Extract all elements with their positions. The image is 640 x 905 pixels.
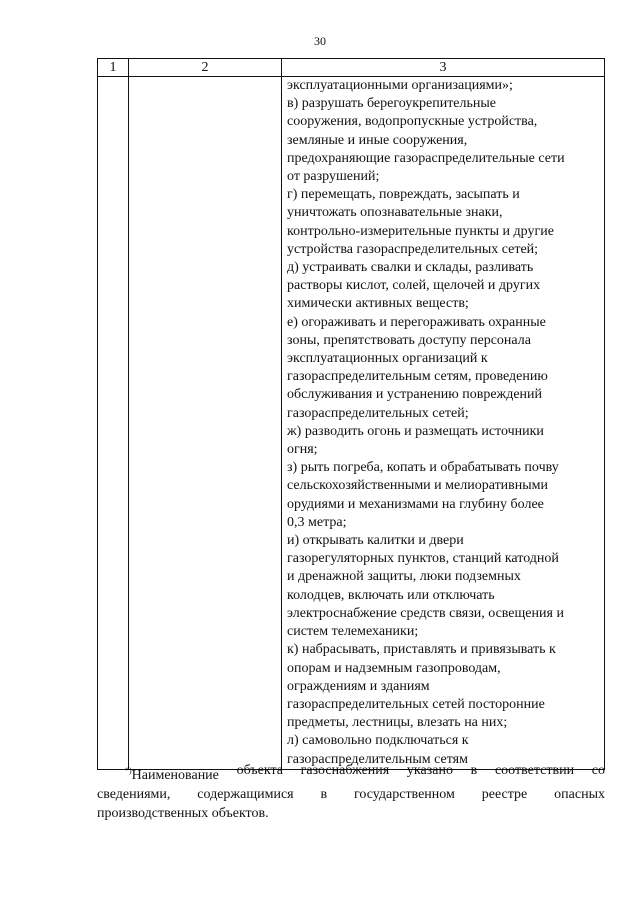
list-item: газораспределительных сетей посторонние bbox=[287, 696, 545, 712]
list-item: газорегуляторных пунктов, станций катодной bbox=[287, 551, 559, 567]
footnote-line-1 bbox=[97, 761, 605, 785]
list-item: химически активных веществ; bbox=[287, 296, 469, 312]
list-item: сооружения, водопропускные устройства, bbox=[287, 114, 538, 130]
list-item: ж) разводить огонь и размещать источники bbox=[287, 423, 544, 439]
footnote-line-2 bbox=[97, 785, 605, 804]
footnote-word: опасных bbox=[554, 787, 605, 802]
list-item: д) устраивать свалки и склады, разливать bbox=[287, 260, 534, 276]
column-header-2: 2 bbox=[129, 59, 282, 77]
list-item: газораспределительных сетей; bbox=[287, 405, 469, 421]
list-item: от разрушений; bbox=[287, 169, 380, 185]
list-item: электроснабжение средств связи, освещения и bbox=[287, 605, 564, 621]
footnote-word: в bbox=[320, 787, 328, 802]
list-item: растворы кислот, солей, щелочей и других bbox=[287, 278, 541, 294]
list-item: предохраняющие газораспределительные сети bbox=[287, 150, 565, 166]
list-item: газораспределительным сетям, проведению bbox=[287, 369, 548, 385]
footnote-word: со bbox=[591, 763, 605, 778]
list-item: опорам и надземным газопроводам, bbox=[287, 660, 501, 676]
footnote-word: объекта bbox=[236, 763, 283, 778]
list-item: е) огораживать и перегораживать охранные bbox=[287, 314, 546, 330]
list-item: г) перемещать, повреждать, засыпать и bbox=[287, 187, 520, 203]
column-3-text bbox=[282, 77, 604, 769]
footnote-word: указано bbox=[406, 763, 453, 778]
column-1-cell bbox=[98, 77, 129, 770]
list-item: эксплуатационными организациями»; bbox=[287, 78, 513, 93]
footnote-word: *)Наименование bbox=[125, 766, 219, 783]
list-item: колодцев, включать или отключать bbox=[287, 587, 495, 603]
document-table bbox=[97, 58, 605, 770]
list-item: ограждениям и зданиям bbox=[287, 678, 430, 694]
table-header-row bbox=[98, 59, 605, 77]
list-item: земляные и иные сооружения, bbox=[287, 132, 468, 148]
list-item: обслуживания и устранению повреждений bbox=[287, 387, 543, 403]
list-item: систем телемеханики; bbox=[287, 624, 419, 640]
footnote-word: государственном bbox=[354, 787, 455, 802]
list-item: огня; bbox=[287, 442, 318, 458]
footnote-word: содержащимися bbox=[197, 787, 294, 802]
list-item: з) рыть погреба, копать и обрабатывать почву bbox=[287, 460, 559, 476]
list-item: и) открывать калитки и двери bbox=[287, 533, 464, 549]
column-3-cell bbox=[282, 77, 605, 770]
column-header-1: 1 bbox=[98, 59, 129, 77]
list-item: контрольно-измерительные пункты и другие bbox=[287, 223, 554, 239]
footnote-word: сведениями, bbox=[97, 787, 171, 802]
list-item: в) разрушать берегоукрепительные bbox=[287, 96, 497, 112]
list-item: устройства газораспределительных сетей; bbox=[287, 241, 539, 257]
column-2-cell bbox=[129, 77, 282, 770]
footnote bbox=[97, 761, 605, 823]
footnote-marker: *) bbox=[125, 766, 132, 775]
list-item: л) самовольно подключаться к bbox=[287, 733, 469, 749]
list-item: сельскохозяйственными и мелиоративными bbox=[287, 478, 549, 494]
list-item: газораспределительным сетям bbox=[287, 751, 468, 767]
footnote-word: газоснабжения bbox=[300, 763, 390, 778]
footnote-word: в bbox=[470, 763, 478, 778]
footnote-word: соответствии bbox=[494, 763, 575, 778]
footnote-line-3: производственных объектов. bbox=[97, 806, 269, 821]
table-row bbox=[98, 77, 605, 770]
list-item: уничтожать опознавательные знаки, bbox=[287, 205, 503, 221]
list-item: к) набрасывать, приставлять и привязывать к bbox=[287, 642, 556, 658]
list-item: эксплуатационных организаций к bbox=[287, 351, 488, 367]
footnote-word: реестре bbox=[481, 787, 528, 802]
list-item: орудиями и механизмами на глубину более bbox=[287, 496, 544, 512]
page-number: 30 bbox=[314, 34, 326, 48]
list-item: и дренажной защиты, люки подземных bbox=[287, 569, 521, 585]
column-header-3: 3 bbox=[282, 59, 605, 77]
list-item: предметы, лестницы, влезать на них; bbox=[287, 715, 508, 731]
list-item: зоны, препятствовать доступу персонала bbox=[287, 332, 531, 348]
list-item: 0,3 метра; bbox=[287, 514, 347, 530]
